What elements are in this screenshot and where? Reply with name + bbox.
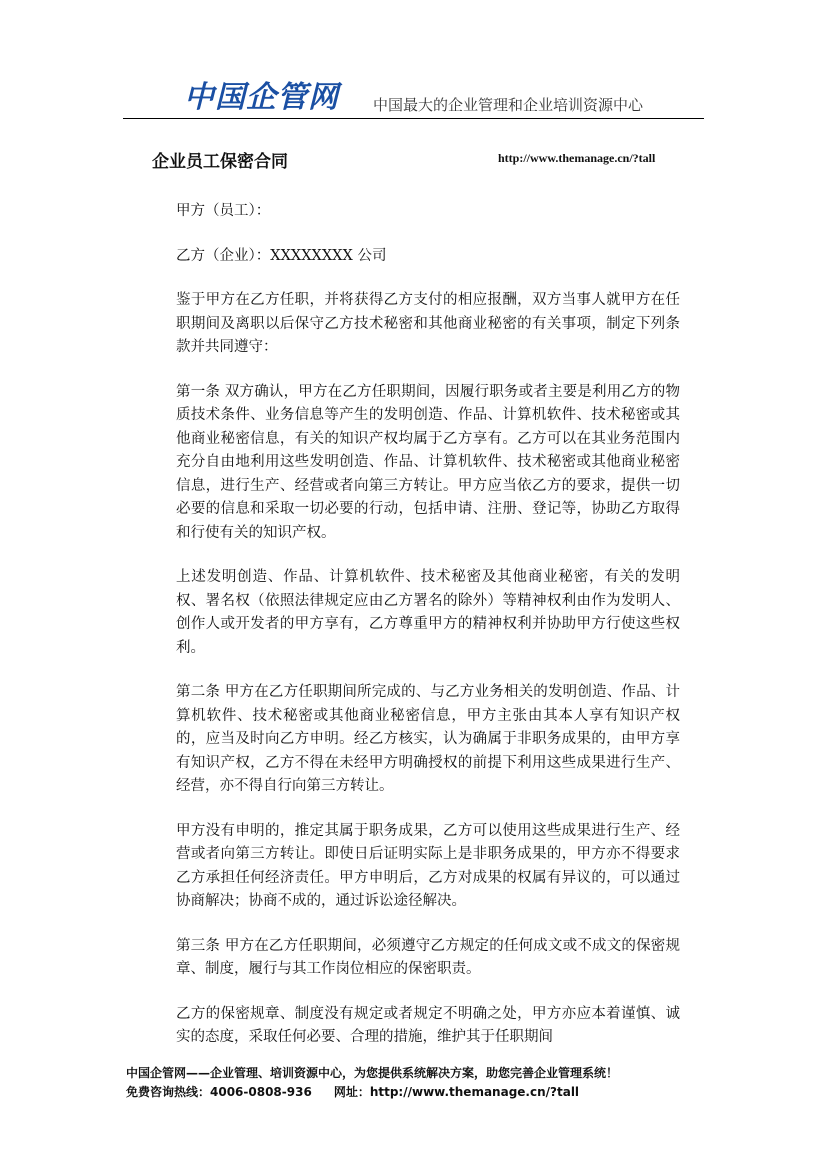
- page-footer: [126, 1064, 618, 1102]
- footer-contact-line: [126, 1083, 618, 1102]
- header-tagline: 中国最大的企业管理和企业培训资源中心: [373, 96, 644, 114]
- party-b-line: 乙方（企业）：XXXXXXXX 公司: [176, 247, 387, 264]
- footer-slogan: 中国企管网——企业管理、培训资源中心，为您提供系统解决方案，助您完善企业管理系统！: [126, 1066, 619, 1080]
- document-url-link[interactable]: http://www.themanage.cn/?tall: [498, 151, 656, 165]
- body-paragraph: 鉴于甲方在乙方任职，并将获得乙方支付的相应报酬，双方当事人就甲方在任职期间及离职以后保守乙方技术秘密和其他商业秘密的有关事项，制定下列条款并共同遵守：: [176, 292, 680, 355]
- body-paragraph: 第一条 双方确认，甲方在乙方任职期间，因履行职务或者主要是利用乙方的物质技术条件、业务信息等产生的发明创造、作品、计算机软件、技术秘密或其他商业秘密信息，有关的知识产权均属于乙方享有。乙方可以在其业务范围内充分自由地利用这些发明创造、作品、计算机软件、技术秘密或其他商业秘密信息，进行生产、经营或者向第三方转让。甲方应当依乙方的要求，提供一切必要的信息和采取一切必要的行动，包括申请、注册、登记等，协助乙方取得和行使有关的知识产权。: [176, 383, 680, 541]
- body-paragraph: 甲方没有申明的，推定其属于职务成果，乙方可以使用这些成果进行生产、经营或者向第三方转让。即使日后证明实际上是非职务成果的，甲方亦不得要求乙方承担任何经济责任。甲方申明后，乙方对成果的权属有异议的，可以通过协商解决；协商不成的，通过诉讼途径解决。: [176, 822, 680, 909]
- document-title: 企业员工保密合同: [152, 152, 288, 172]
- body-paragraph: 第二条 甲方在乙方任职期间所完成的、与乙方业务相关的发明创造、作品、计算机软件、技术秘密或其他商业秘密信息，甲方主张由其本人享有知识产权的，应当及时向乙方申明。经乙方核实，认为确属于非职务成果的，由甲方享有知识产权，乙方不得在未经甲方明确授权的前提下利用这些成果进行生产、经营，亦不得自行向第三方转让。: [176, 684, 680, 794]
- party-a-line: 甲方（员工）：: [176, 203, 271, 219]
- header-divider: [123, 118, 704, 119]
- footer-website-link[interactable]: 网址：http://www.themanage.cn/?tall: [333, 1085, 580, 1099]
- body-paragraph: 第三条 甲方在乙方任职期间，必须遵守乙方规定的任何成文或不成文的保密规章、制度，履行与其工作岗位相应的保密职责。: [176, 937, 680, 977]
- footer-hotline: 免费咨询热线：4006-0808-936: [126, 1085, 312, 1099]
- document-body: [176, 200, 680, 1071]
- body-paragraph: 上述发明创造、作品、计算机软件、技术秘密及其他商业秘密，有关的发明权、署名权（依照法律规定应由乙方署名的除外）等精神权利由作为发明人、创作人或开发者的甲方享有，乙方尊重甲方的精神权利并协助甲方行使这些权利。: [176, 569, 680, 656]
- site-logo: 中国企管网: [184, 80, 339, 115]
- body-paragraph: 乙方的保密规章、制度没有规定或者规定不明确之处，甲方亦应本着谨慎、诚实的态度，采取任何必要、合理的措施，维护其于任职期间: [176, 1005, 680, 1045]
